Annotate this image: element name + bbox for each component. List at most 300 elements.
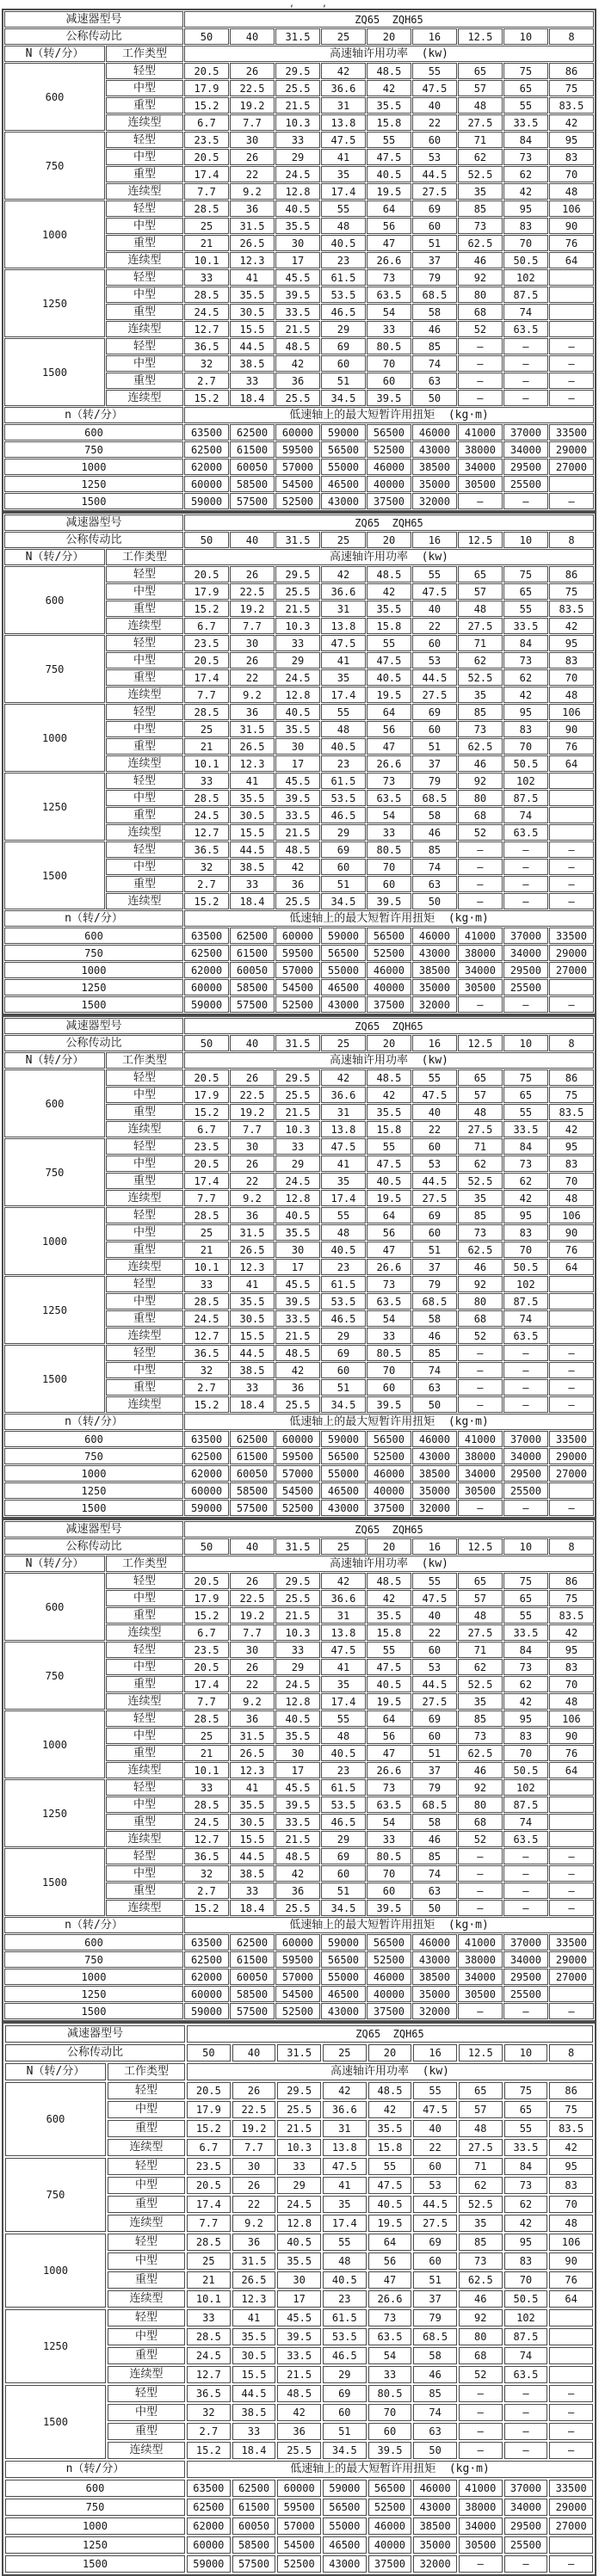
power-value-cell: 33 — [367, 1328, 411, 1344]
power-value-cell: 95 — [549, 2158, 593, 2175]
power-header-cell: 高速轴许用功率 (kw) — [184, 549, 594, 565]
power-value-cell: 56 — [368, 2252, 412, 2270]
worktype-cell: 重型 — [108, 2347, 185, 2364]
power-value-cell: 68.5 — [412, 1796, 457, 1813]
torque-value-cell: 59500 — [275, 1448, 320, 1464]
power-value-cell: 46 — [458, 1762, 503, 1778]
power-value-cell: 90 — [549, 2252, 593, 2270]
power-value-cell: 21.5 — [275, 1328, 320, 1344]
torque-value-cell: — — [458, 1500, 503, 1516]
torque-value-cell: 34000 — [458, 459, 503, 475]
power-value-cell: 46.5 — [321, 1814, 366, 1830]
power-value-cell: 20.5 — [184, 1069, 229, 1086]
power-value-cell: 12.7 — [187, 2366, 231, 2383]
power-value-cell: 64 — [367, 704, 411, 720]
power-value-cell: 29 — [275, 1156, 320, 1172]
power-value-cell: 40 — [412, 1104, 457, 1120]
torque-value-cell: 43000 — [412, 1951, 457, 1968]
power-value-cell: 10.1 — [184, 755, 229, 772]
worktype-cell: 重型 — [106, 1379, 183, 1396]
torque-value-cell: 59000 — [187, 2555, 231, 2573]
power-value-cell: 29.5 — [275, 1573, 320, 1589]
torque-value-cell: 29000 — [549, 1951, 594, 1968]
power-value-cell: 31.5 — [230, 1728, 275, 1744]
power-value-cell: 40.5 — [275, 1207, 320, 1223]
speed-value-cell: 600 — [4, 566, 105, 634]
power-value-cell: — — [549, 1883, 594, 1899]
ratio-value-cell: 10 — [503, 1035, 548, 1051]
power-value-cell: 33 — [230, 373, 275, 389]
power-value-cell: 17.4 — [184, 1173, 229, 1189]
torque-value-cell: 59500 — [275, 441, 320, 458]
torque-value-cell: 46000 — [368, 2517, 412, 2535]
power-value-cell: 12.8 — [277, 2215, 321, 2232]
torque-speed-cell: 1250 — [5, 2536, 185, 2554]
power-value-cell: 83 — [503, 1224, 548, 1241]
power-value-cell: 18.4 — [230, 893, 275, 909]
power-value-cell: 37 — [412, 1762, 457, 1778]
power-value-cell: 42 — [275, 355, 320, 372]
worktype-cell: 轻型 — [106, 1642, 183, 1658]
model-value-cell: ZQ65 ZQH65 — [184, 1018, 594, 1034]
torque-value-cell: 57500 — [232, 2555, 276, 2573]
power-value-cell: 12.3 — [230, 1762, 275, 1778]
worktype-cell: 轻型 — [106, 1779, 183, 1796]
power-value-cell: 2.7 — [187, 2423, 231, 2440]
power-value-cell: 25.5 — [275, 390, 320, 406]
torque-value-cell: 57500 — [230, 1500, 275, 1516]
power-value-cell: 26 — [230, 63, 275, 79]
torque-value-cell: 57000 — [275, 1465, 320, 1482]
power-value-cell: 19.2 — [232, 2120, 276, 2137]
power-value-cell: 23 — [323, 2290, 367, 2308]
power-value-cell: 36 — [275, 1883, 320, 1899]
power-value-cell: 60 — [368, 2423, 412, 2440]
power-value-cell: 40.5 — [323, 2271, 367, 2289]
power-value-cell: 48 — [549, 183, 594, 200]
power-value-cell: 60 — [412, 1642, 457, 1658]
power-value-cell: 64 — [549, 2290, 593, 2308]
torque-value-cell: 35000 — [412, 1986, 457, 2002]
worktype-cell: 重型 — [108, 2196, 185, 2213]
power-value-cell: 86 — [549, 63, 594, 79]
power-value-cell: 30.5 — [230, 807, 275, 823]
torque-value-cell: 63500 — [184, 1934, 229, 1950]
power-value-cell: 39.5 — [367, 1900, 411, 1916]
power-value-cell: — — [549, 390, 594, 406]
power-value-cell: 65 — [458, 566, 503, 582]
power-value-cell: 53 — [413, 2177, 457, 2194]
worktype-cell: 轻型 — [106, 1138, 183, 1155]
torque-value-cell: 63500 — [187, 2480, 231, 2497]
torque-value-cell: 37500 — [367, 2003, 411, 2019]
speed-value-cell: 600 — [4, 63, 105, 131]
power-value-cell: 41 — [321, 1659, 366, 1675]
power-value-cell: 87.5 — [503, 287, 548, 303]
power-value-cell: 15.5 — [230, 1328, 275, 1344]
power-value-cell: 102 — [503, 773, 548, 789]
torque-value-cell: 56500 — [321, 1951, 366, 1968]
torque-value-cell: 57500 — [230, 493, 275, 509]
power-value-cell: 39.5 — [275, 1796, 320, 1813]
power-value-cell: 65 — [503, 583, 548, 600]
power-value-cell: 40 — [412, 97, 457, 114]
worktype-cell: 轻型 — [106, 1573, 183, 1589]
torque-value-cell: 55000 — [321, 962, 366, 978]
power-value-cell: 15.2 — [184, 1104, 229, 1120]
worktype-cell: 连续型 — [106, 687, 183, 703]
power-value-cell: 29.5 — [275, 566, 320, 582]
power-value-cell: 17 — [277, 2290, 321, 2308]
power-value-cell: 46 — [459, 2290, 503, 2308]
power-value-cell: 35.5 — [275, 1224, 320, 1241]
speed-value-cell: 1000 — [4, 1710, 105, 1778]
power-value-cell: 21.5 — [275, 321, 320, 337]
torque-value-cell: 62500 — [187, 2499, 231, 2516]
ratio-value-cell: 16 — [412, 1538, 457, 1555]
power-value-cell: 30.5 — [230, 1814, 275, 1830]
torque-value-cell: 32000 — [412, 493, 457, 509]
power-value-cell: 63 — [412, 1379, 457, 1396]
torque-value-cell: 54500 — [275, 1482, 320, 1499]
power-value-cell: 33 — [184, 773, 229, 789]
power-value-cell: 102 — [504, 2309, 548, 2326]
power-value-cell: 32 — [184, 859, 229, 875]
power-value-cell: 61.5 — [321, 1276, 366, 1292]
torque-value-cell: 43000 — [323, 2555, 367, 2573]
torque-value-cell: 56500 — [367, 927, 411, 944]
power-value-cell: 40.5 — [275, 704, 320, 720]
power-value-cell: 58 — [412, 304, 457, 320]
power-value-cell: 53.5 — [323, 2328, 367, 2345]
power-value-cell — [549, 1779, 594, 1796]
power-value-cell: 41 — [230, 269, 275, 286]
power-value-cell: 32 — [184, 1865, 229, 1882]
power-value-cell: 53.5 — [321, 790, 366, 806]
ratio-value-cell: 40 — [230, 1035, 275, 1051]
power-value-cell: 35.5 — [230, 287, 275, 303]
power-value-cell: 51 — [321, 373, 366, 389]
power-value-cell: 21.5 — [277, 2366, 321, 2383]
power-value-cell: 60 — [413, 2158, 457, 2175]
power-value-cell: 68.5 — [412, 1293, 457, 1310]
power-value-cell: 35 — [321, 1676, 366, 1692]
power-value-cell — [549, 287, 594, 303]
power-value-cell: 92 — [458, 773, 503, 789]
power-value-cell: 35.5 — [275, 218, 320, 234]
worktype-cell: 连续型 — [106, 1121, 183, 1137]
power-value-cell: — — [503, 338, 548, 354]
power-value-cell: 17.9 — [187, 2101, 231, 2118]
worktype-cell: 中型 — [106, 1224, 183, 1241]
power-value-cell: 37 — [412, 252, 457, 268]
torque-header-cell: 低速轴上的最大短暂许用扭矩 (kg·m) — [184, 910, 594, 927]
worktype-cell: 连续型 — [106, 1259, 183, 1275]
torque-value-cell: 52500 — [368, 2499, 412, 2516]
power-value-cell: 20.5 — [184, 652, 229, 669]
worktype-cell: 轻型 — [108, 2082, 185, 2099]
power-value-cell: 74 — [504, 2347, 548, 2364]
worktype-cell: 轻型 — [106, 200, 183, 217]
power-value-cell: 33 — [275, 1642, 320, 1658]
power-value-cell: 38.5 — [230, 859, 275, 875]
power-value-cell: 33 — [184, 1779, 229, 1796]
power-value-cell: 13.8 — [321, 114, 366, 131]
worktype-cell: 中型 — [108, 2404, 185, 2421]
power-value-cell: 73 — [458, 218, 503, 234]
power-value-cell: 7.7 — [232, 2139, 276, 2156]
power-value-cell: 35 — [458, 1190, 503, 1206]
power-value-cell: 27.5 — [458, 618, 503, 634]
torque-value-cell: 54500 — [275, 1986, 320, 2002]
power-value-cell: 48.5 — [367, 63, 411, 79]
power-value-cell: 85 — [412, 841, 457, 858]
power-value-cell: 84 — [503, 1138, 548, 1155]
power-value-cell: 42 — [549, 1624, 594, 1641]
power-value-cell: 12.7 — [184, 1831, 229, 1847]
power-value-cell: 46 — [412, 321, 457, 337]
worktype-cell: 连续型 — [106, 824, 183, 841]
power-value-cell: 74 — [412, 859, 457, 875]
power-value-cell: 22 — [412, 1121, 457, 1137]
power-value-cell: 73 — [458, 1224, 503, 1241]
power-value-cell: 84 — [503, 132, 548, 148]
power-value-cell: 10.3 — [275, 1624, 320, 1641]
power-value-cell: 7.7 — [184, 687, 229, 703]
power-value-cell — [549, 269, 594, 286]
power-value-cell: — — [549, 1396, 594, 1413]
power-value-cell: 26.5 — [230, 235, 275, 251]
speed-value-cell: 1500 — [5, 2385, 106, 2459]
torque-value-cell: 43000 — [412, 1448, 457, 1464]
torque-value-cell: — — [549, 2555, 593, 2573]
power-value-cell: 34.5 — [321, 390, 366, 406]
ratio-value-cell: 10 — [503, 28, 548, 45]
worktype-cell: 重型 — [106, 1814, 183, 1830]
power-value-cell: 69 — [321, 338, 366, 354]
power-value-cell: 53 — [412, 1659, 457, 1675]
worktype-cell: 轻型 — [106, 338, 183, 354]
model-value-cell: ZQ65 ZQH65 — [187, 2025, 593, 2043]
torque-value-cell: — — [503, 1500, 548, 1516]
torque-value-cell: 34000 — [503, 1951, 548, 1968]
power-value-cell: 46.5 — [321, 1310, 366, 1327]
power-value-cell: 52 — [458, 824, 503, 841]
ratio-value-cell: 8 — [549, 1538, 594, 1555]
torque-value-cell: 60000 — [277, 2480, 321, 2497]
power-value-cell: — — [549, 1900, 594, 1916]
power-value-cell: 55 — [321, 200, 366, 217]
power-value-cell: 30 — [232, 2158, 276, 2175]
power-value-cell: 40 — [413, 2120, 457, 2137]
power-value-cell: 13.8 — [321, 618, 366, 634]
worktype-cell: 连续型 — [106, 893, 183, 909]
power-value-cell: 58 — [412, 1814, 457, 1830]
ratio-value-cell: 12.5 — [459, 2044, 503, 2061]
power-value-cell: 51 — [413, 2271, 457, 2289]
power-value-cell: 28.5 — [187, 2328, 231, 2345]
power-value-cell: — — [503, 859, 548, 875]
power-value-cell: 63.5 — [367, 790, 411, 806]
power-value-cell: 30 — [230, 635, 275, 651]
torque-speed-cell: 750 — [4, 1951, 183, 1968]
power-value-cell: 51 — [412, 1242, 457, 1258]
power-value-cell: 42 — [503, 183, 548, 200]
power-value-cell: 17.9 — [184, 80, 229, 96]
power-value-cell: 76 — [549, 738, 594, 755]
model-value-cell: ZQ65 ZQH65 — [184, 11, 594, 28]
power-value-cell: 53.5 — [321, 1796, 366, 1813]
power-value-cell: 39.5 — [367, 1396, 411, 1413]
torque-value-cell: 52500 — [367, 441, 411, 458]
power-value-cell: 36.5 — [184, 1345, 229, 1361]
power-value-cell: 85 — [412, 338, 457, 354]
power-value-cell: 60 — [412, 218, 457, 234]
power-value-cell: 55 — [504, 2120, 548, 2137]
torque-value-cell: 62500 — [184, 441, 229, 458]
power-value-cell: — — [459, 2442, 503, 2459]
power-value-cell: 73 — [458, 1728, 503, 1744]
worktype-cell: 重型 — [106, 1745, 183, 1761]
torque-value-cell: 55000 — [321, 1465, 366, 1482]
spec-table — [2, 1519, 596, 2022]
speed-value-cell: 750 — [4, 635, 105, 703]
torque-value-cell: 59500 — [275, 945, 320, 961]
torque-value-cell: — — [458, 493, 503, 509]
torque-value-cell: 34000 — [458, 962, 503, 978]
worktype-cell: 轻型 — [106, 1069, 183, 1086]
power-value-cell: 40 — [412, 1607, 457, 1624]
torque-value-cell: 57000 — [275, 1969, 320, 1985]
power-value-cell: 30 — [230, 1138, 275, 1155]
power-value-cell: 44.5 — [412, 166, 457, 182]
power-value-cell: 25 — [184, 218, 229, 234]
power-value-cell: 80.5 — [367, 1345, 411, 1361]
power-value-cell: 63.5 — [367, 1796, 411, 1813]
power-value-cell: 19.5 — [367, 687, 411, 703]
power-value-cell: 42 — [549, 618, 594, 634]
power-value-cell: 17.4 — [184, 1676, 229, 1692]
power-value-cell: 75 — [549, 1087, 594, 1103]
torque-value-cell: 60000 — [275, 1431, 320, 1447]
power-value-cell: 26.5 — [230, 738, 275, 755]
torque-header-cell: 低速轴上的最大短暂许用扭矩 (kg·m) — [184, 1414, 594, 1430]
torque-value-cell: 60050 — [232, 2517, 276, 2535]
power-value-cell: — — [549, 1379, 594, 1396]
power-value-cell: 57 — [459, 2101, 503, 2118]
power-value-cell: 27.5 — [412, 1693, 457, 1710]
power-value-cell: 26.5 — [232, 2271, 276, 2289]
power-value-cell: 85 — [458, 1207, 503, 1223]
power-value-cell: 26.6 — [367, 252, 411, 268]
power-value-cell: 9.2 — [230, 687, 275, 703]
power-value-cell: — — [503, 841, 548, 858]
power-value-cell: 21.5 — [275, 1607, 320, 1624]
power-value-cell: 39.5 — [368, 2442, 412, 2459]
ratio-value-cell: 10 — [504, 2044, 548, 2061]
power-value-cell: 38.5 — [230, 1362, 275, 1378]
power-value-cell: 83 — [549, 1659, 594, 1675]
torque-value-cell: 27000 — [549, 2517, 593, 2535]
power-value-cell: 33 — [232, 2423, 276, 2440]
torque-value-cell: 34000 — [503, 1448, 548, 1464]
worktype-cell: 重型 — [106, 373, 183, 389]
power-value-cell: 31 — [321, 601, 366, 617]
power-value-cell: 102 — [503, 1779, 548, 1796]
power-value-cell — [549, 2347, 593, 2364]
torque-value-cell: 33500 — [549, 2480, 593, 2497]
power-value-cell: 12.3 — [230, 1259, 275, 1275]
power-value-cell: 42 — [321, 1573, 366, 1589]
power-value-cell: 10.3 — [275, 1121, 320, 1137]
power-value-cell: 33 — [230, 1883, 275, 1899]
power-value-cell: 36 — [275, 373, 320, 389]
power-value-cell: — — [504, 2423, 548, 2440]
power-value-cell: 15.8 — [367, 1624, 411, 1641]
worktype-cell: 重型 — [106, 738, 183, 755]
power-value-cell: 28.5 — [184, 790, 229, 806]
power-value-cell: 33.5 — [504, 2139, 548, 2156]
worktype-cell: 连续型 — [106, 1396, 183, 1413]
torque-value-cell: 33500 — [549, 424, 594, 441]
torque-value-cell: 37500 — [367, 996, 411, 1013]
power-value-cell: 64 — [367, 1207, 411, 1223]
power-value-cell: 23 — [321, 1762, 366, 1778]
power-value-cell: — — [459, 2404, 503, 2421]
power-value-cell: 87.5 — [504, 2328, 548, 2345]
model-label-cell: 减速器型号 — [4, 1018, 183, 1034]
power-value-cell: 26 — [232, 2082, 276, 2099]
power-value-cell: 33.5 — [503, 114, 548, 131]
power-value-cell: 57 — [458, 1590, 503, 1606]
torque-value-cell: 37000 — [503, 1934, 548, 1950]
power-value-cell — [549, 2328, 593, 2345]
power-value-cell: 36.6 — [321, 80, 366, 96]
worktype-cell: 连续型 — [106, 755, 183, 772]
torque-value-cell: 34000 — [458, 1969, 503, 1985]
torque-value-cell: 37500 — [368, 2555, 412, 2573]
worktype-cell: 中型 — [106, 1087, 183, 1103]
power-value-cell: 73 — [367, 269, 411, 286]
power-value-cell: 22 — [230, 1676, 275, 1692]
torque-speed-cell: 1000 — [4, 459, 183, 475]
power-value-cell: 35 — [321, 669, 366, 686]
power-value-cell: 15.2 — [184, 893, 229, 909]
worktype-cell: 连续型 — [108, 2442, 185, 2459]
power-value-cell: 62 — [458, 1659, 503, 1675]
torque-value-cell: 46000 — [412, 424, 457, 441]
power-value-cell: 24.5 — [275, 1173, 320, 1189]
power-value-cell: 61.5 — [323, 2309, 367, 2326]
power-value-cell: 69 — [323, 2385, 367, 2402]
power-value-cell — [549, 1328, 594, 1344]
torque-value-cell: 58500 — [230, 1986, 275, 2002]
worktype-cell: 连续型 — [106, 1328, 183, 1344]
power-value-cell: 75 — [549, 2101, 593, 2118]
torque-value-cell: 40000 — [367, 979, 411, 995]
power-value-cell: 95 — [503, 704, 548, 720]
torque-value-cell: 55000 — [321, 459, 366, 475]
power-value-cell: 9.2 — [230, 1190, 275, 1206]
power-value-cell: 63 — [412, 373, 457, 389]
power-value-cell: 68.5 — [413, 2328, 457, 2345]
power-value-cell: 64 — [549, 1259, 594, 1275]
power-value-cell: 51 — [321, 876, 366, 892]
power-value-cell: — — [503, 893, 548, 909]
power-value-cell: 85 — [459, 2234, 503, 2251]
torque-value-cell: 59000 — [321, 1431, 366, 1447]
torque-value-cell: 52500 — [275, 1500, 320, 1516]
